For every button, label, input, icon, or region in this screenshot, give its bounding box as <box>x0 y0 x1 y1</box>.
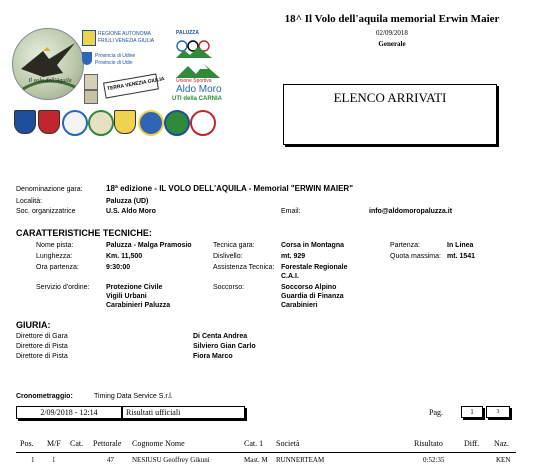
tecnica-value: Corsa in Montagna <box>281 242 345 249</box>
cell-risultato: 0:52:35 <box>423 456 445 464</box>
results-text: Risultati ufficiali <box>126 408 181 417</box>
giuria-row-label: Direttore di Pista <box>16 353 68 360</box>
cronometraggio-label: Cronometraggio: <box>16 393 73 400</box>
dislivello-label: Dislivello: <box>213 253 243 260</box>
giuria-row-label: Direttore di Gara <box>16 333 68 340</box>
eagle-logo-text: Il volo dell'Aquila <box>28 78 72 84</box>
cell-cat1: Mast. M <box>244 456 268 464</box>
page-title: 18^ Il Volo dell'aquila memorial Erwin Maier <box>284 13 500 25</box>
giuria-row-value: Di Centa Andrea <box>193 333 248 340</box>
soccorso-label: Soccorso: <box>213 284 245 291</box>
ora-value: 9:30:00 <box>106 264 131 271</box>
col-pettorale: Pettorale <box>93 439 122 448</box>
assistenza-value-1: Forestale Regionale <box>281 264 348 271</box>
col-diff: Diff. <box>464 439 480 448</box>
results-box <box>122 406 245 419</box>
ora-label: Ora partenza: <box>36 264 79 271</box>
carnia-text: UTI della CARNIA <box>172 96 223 102</box>
datetime-text: 2/09/2018 - 12:14 <box>40 408 98 417</box>
quota-value: mt. 1541 <box>447 253 476 260</box>
badge-icon <box>88 110 114 136</box>
giuria-row-value: Silviero Gian Carlo <box>193 343 256 350</box>
col-cat1: Cat. 1 <box>244 439 264 448</box>
sponsor-logos <box>12 28 224 140</box>
town-badge-icon <box>84 90 98 104</box>
soccorso-value-2: Guardia di Finanza <box>281 293 344 300</box>
eagle-logo <box>12 28 84 100</box>
banner-logo <box>103 73 166 98</box>
localita-label: Località: <box>16 198 43 205</box>
soc-value: U.S. Aldo Moro <box>106 208 156 215</box>
soccorso-value-1: Soccorso Alpino <box>281 284 337 291</box>
badge-icon <box>138 110 164 136</box>
cell-naz: KEN <box>496 456 511 464</box>
email-value: info@aldomoropaluzza.it <box>369 208 453 215</box>
partenza-value: In Linea <box>447 242 474 249</box>
partenza-label: Partenza: <box>390 242 420 249</box>
race-date: 02/09/2018 <box>376 29 408 37</box>
soc-label: Soc. organizzatrice <box>16 208 76 215</box>
localita-value: Paluzza (UD) <box>106 198 149 205</box>
olympic-logo <box>174 30 214 60</box>
province-text-1: Provincia di Udine <box>95 53 136 59</box>
email-label: Email: <box>281 208 301 215</box>
badge-icon <box>164 110 190 136</box>
quota-label: Quota massima: <box>390 253 441 260</box>
badge-icon <box>190 110 216 136</box>
col-cat: Cat. <box>70 439 84 448</box>
table-header <box>0 439 534 451</box>
header-divider <box>16 452 516 453</box>
col-societa: Società <box>276 439 300 448</box>
region-logo <box>82 30 160 48</box>
datetime-box <box>16 406 122 419</box>
col-pos: Pos. <box>20 439 34 448</box>
page-current: 1 <box>470 408 474 416</box>
banner-text: TERRA VENEZIA GIULIA <box>106 76 166 93</box>
town-badge-icon <box>84 74 98 90</box>
carnia-logo <box>172 96 224 106</box>
assistenza-label: Assistenza Tecnica: <box>213 264 275 271</box>
title-box <box>283 84 497 145</box>
tecnica-label: Tecnica gara: <box>213 242 255 249</box>
nome-pista-value: Paluzza - Malga Pramosio <box>106 242 192 249</box>
col-risultato: Risultato <box>414 439 443 448</box>
cell-nome: NESIUSU Geoffrey Gikuni <box>132 456 210 464</box>
region-text-2: FRIULI VENEZIA GIULIA <box>98 38 155 44</box>
page-current-button[interactable] <box>461 406 483 418</box>
region-text-1: REGIONE AUTONOMA <box>98 31 151 37</box>
giuria-row-label: Direttore di Pista <box>16 343 68 350</box>
olympic-text: PALUZZA <box>176 30 199 36</box>
province-logo <box>82 52 152 70</box>
club-text-2: Aldo Moro <box>176 84 222 95</box>
table-row <box>0 456 534 466</box>
servizio-label: Servizio d'ordine: <box>36 284 90 291</box>
denominazione-value: 18ª edizione - IL VOLO DELL'AQUILA - Memorial "ERWIN MAIER" <box>106 184 353 193</box>
page-label: Pag. <box>429 408 443 417</box>
category-label: Generale <box>378 40 406 48</box>
col-naz: Naz. <box>494 439 509 448</box>
badge-icon <box>62 110 88 136</box>
page-total-button[interactable] <box>486 406 510 418</box>
giuria-heading: GIURIA: <box>16 320 51 330</box>
cell-societa: RUNNERTEAM <box>276 456 325 464</box>
soccorso-value-3: Carabinieri <box>281 302 318 309</box>
shield-icon <box>38 110 60 134</box>
servizio-value-1: Protezione Civile <box>106 284 163 291</box>
servizio-value-3: Carabinieri Paluzza <box>106 302 171 309</box>
col-nome: Cognome Nome <box>132 439 185 448</box>
lunghezza-label: Lunghezza: <box>36 253 73 260</box>
cell-pos: 1 <box>31 456 35 464</box>
club-logo <box>174 62 222 98</box>
nome-pista-label: Nome pista: <box>36 242 74 249</box>
shield-icon <box>114 110 136 134</box>
assistenza-value-2: C.A.I. <box>281 273 299 280</box>
cell-mf: 1 <box>52 456 56 464</box>
box-title: ELENCO ARRIVATI <box>333 90 447 105</box>
shield-row <box>12 108 224 136</box>
cell-pettorale: 47 <box>107 456 114 464</box>
province-text-2: Provincie di Udin <box>95 60 133 66</box>
shield-icon <box>14 110 36 134</box>
giuria-row-value: Fiora Marco <box>193 353 233 360</box>
page-total: 3 <box>496 409 500 415</box>
dislivello-value: mt. 929 <box>281 253 306 260</box>
col-mf: M/F <box>47 439 61 448</box>
cronometraggio-value: Timing Data Service S.r.l. <box>94 393 173 400</box>
servizio-value-2: Vigili Urbani <box>106 293 147 300</box>
lunghezza-value: Km. 11,500 <box>106 253 143 260</box>
club-text-1: Unione Sportiva <box>176 78 212 84</box>
denominazione-label: Denominazione gara: <box>16 186 83 193</box>
tech-heading: CARATTERISTICHE TECNICHE: <box>16 228 152 238</box>
